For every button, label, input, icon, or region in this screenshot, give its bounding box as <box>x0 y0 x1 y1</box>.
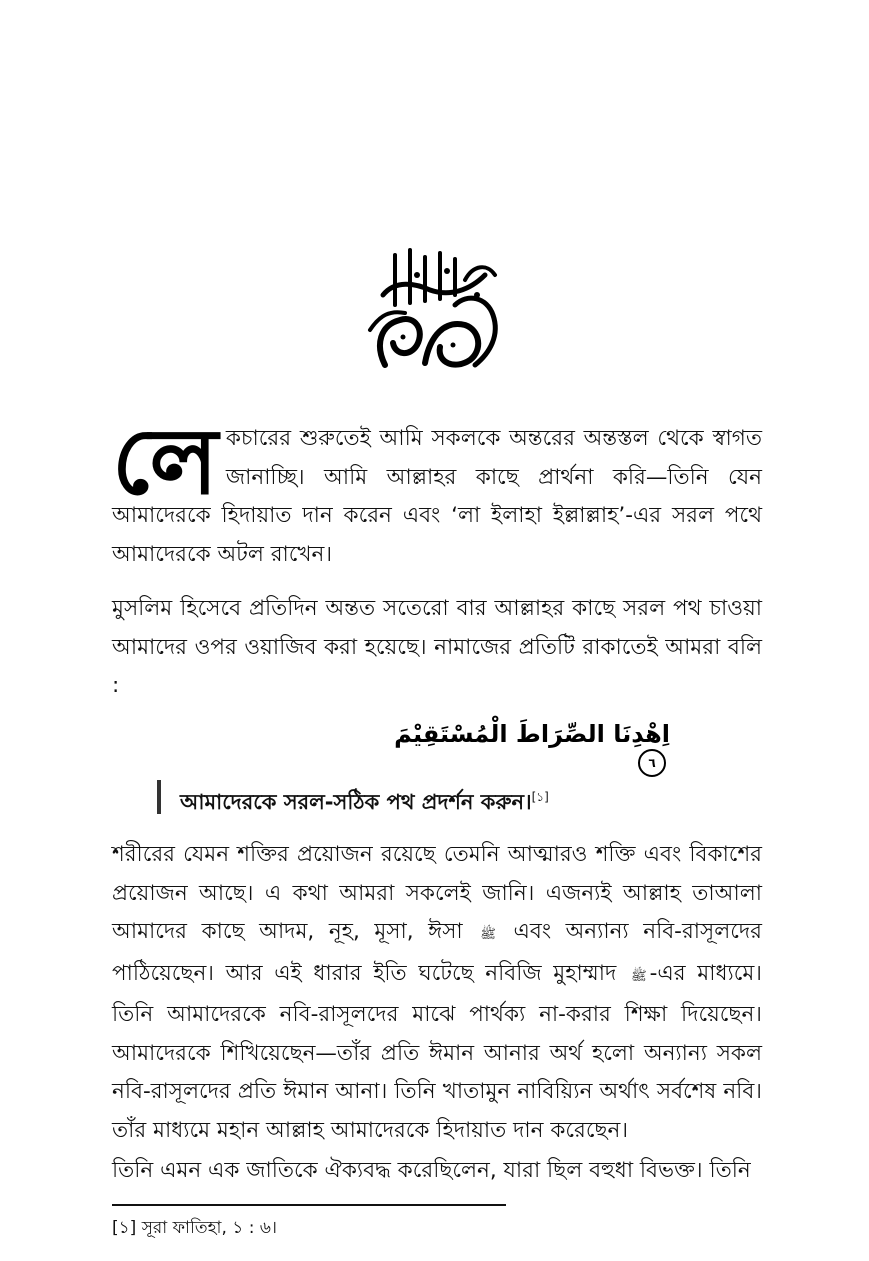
prophets-text-3: -এর মাধ্যমে। তিনি আমাদেরকে নবি-রাসূলদের মাঝে পার্থক্য না-করার শিক্ষা দিয়েছেন। আমাদেরকে শিখিয়েছেন—তাঁর প্রতি ঈমান আনার অর্থ হলো অন্যান্য সকল নবি-রাসূলদের প্রতি ঈমান আনা। তিনি খাতামুন নাবিয়্যিন অর্থাৎ সর্বশেষ নবি। তাঁর মাধ্যমে মহান আল্লাহ আমাদেরকে হিদায়াত দান করেছেন। <box>112 960 762 1143</box>
translation-text: আমাদেরকে সরল-সঠিক পথ প্রদর্শন করুন। <box>180 790 532 814</box>
paragraph-prayer: মুসলিম হিসেবে প্রতিদিন অন্তত সতেরো বার আল্লাহর কাছে সরল পথ চাওয়া আমাদের ওপর ওয়াজিব করা হয়েছে। নামাজের প্রতিটি রাকাতেই আমরা বলি : <box>112 596 762 698</box>
honorific-symbol: ﷺ <box>630 968 647 984</box>
drop-cap: লে <box>112 407 218 515</box>
salawat-calligraphy-emblem <box>355 235 515 380</box>
footnote: [১] সূরা ফাতিহা, ১ : ৬। <box>112 1218 277 1238</box>
intro-text: কচারের শুরুতেই আমি সকলকে অন্তরের অন্তস্তল থেকে স্বাগত জানাচ্ছি। আমি আল্লাহর কাছে প্রার্থনা করি—তিনি যেন আমাদেরকে হিদায়াত দান করেন এবং ‘লা ইলাহা ইল্লাল্লাহ’-এর সরল পথে আমাদেরকে অটল রাখেন। <box>112 426 762 567</box>
footnote-ref[interactable]: [১] <box>531 790 549 804</box>
prophets-text-2: এবং অন্যান্য নবি-রাসূলদের পাঠিয়েছেন। আর এই ধারার ইতি ঘটেছে নবিজি মুহাম্মাদ <box>112 919 762 986</box>
intro-paragraph <box>112 407 762 574</box>
prophets-text-1: শরীরের যেমন শক্তির প্রয়োজন রয়েছে তেমনি আত্মারও শক্তি এবং বিকাশের প্রয়োজন আছে। এ কথা আমরা সকলেই জানি। এজন্যই আল্লাহ তাআলা আমাদের কাছে আদম, নূহ, মূসা, ঈসা <box>112 842 762 944</box>
quran-verse-arabic <box>360 720 670 777</box>
verse-arabic-text: اِهْدِنَا الصِّرَاطَ الْمُسْتَقِيْمَ <box>394 720 670 748</box>
calligraphy-text: صلى الله عليه وسلم <box>355 235 364 236</box>
paragraph-prophets <box>112 836 762 1150</box>
footnote-divider <box>112 1204 506 1206</box>
verse-translation <box>180 780 549 819</box>
quote-bar <box>157 780 161 814</box>
honorific-symbol: ﷺ <box>480 927 496 942</box>
paragraph-unity: তিনি এমন এক জাতিকে ঐক্যবদ্ধ করেছিলেন, যারা ছিল বহুধা বিভক্ত। তিনি <box>112 1158 751 1183</box>
verse-number-marker: ٦ <box>638 749 666 777</box>
